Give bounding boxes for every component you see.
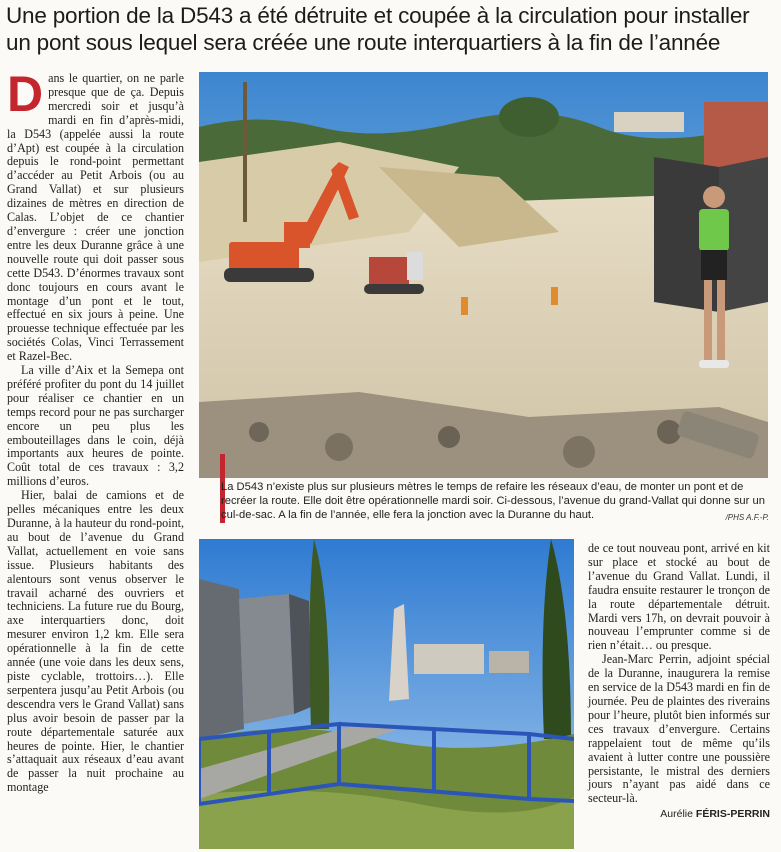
lead-paragraph <box>7 66 184 364</box>
paragraph: de ce tout nouveau pont, arrivé en kit sur place et stocké au bout de l’avenue du Grand Vallat. Lundi, il faudra ensuite restaurer le tronçon de la route départementale détruit. Mardi vers 17h, on devrait pouvoir à nouveau l’emprunter comme si de rien n’était… ou presque. <box>588 541 770 653</box>
paragraph: Hier, balai de camions et de pelles mécaniques entre les deux Duranne, à la hauteur du rond-point, au bout de l’avenue du Grand Vallat, actuellement en voie sans issue. Plusieurs habitants des alentours sont venus observer le travail acharné des ouvriers et techniciens. La future rue du Bourg, axe interquartiers donc, doit mesurer environ 1,2 km. Elle sera opérationnelle à la fin de cette année (une voie dans les deux sens, piste cyclable, trottoirs…). Elle serpentera jusqu’au Petit Arbois (ou descendra vers le Grand Vallat) sans plus avoir besoin de passer par la route départementale saturée aux heures de pointe. Hier, le chantier s’attaquait aux réseaux d’eau avant de passer la nuit prochaine au montage <box>7 488 184 795</box>
photo-caption: La D543 n’existe plus sur plusieurs mètres le temps de refaire les réseaux d’eau, de monter un pont et de recréer la route. Elle doit être opérationnelle mardi soir. Ci-dessous, l’avenue du grand-Vallat qui donne sur un cul-de-sac. A la fin de l’année, elle fera la jonction avec la Duranne du haut. <box>221 481 765 521</box>
article-column-2 <box>588 542 770 822</box>
paragraph: La ville d’Aix et la Semepa ont préféré profiter du pont du 14 juillet pour réaliser ce chantier en un temps record pour ne pas surcharger encore un peu plus les embouteillages dans le coin, déjà importants aux heures de pointe. Coût total de ces travaux : 3,2 millions d’euros. <box>7 363 184 489</box>
construction-site-photo <box>199 72 768 478</box>
lead-text: ans le quartier, on ne parle presque que de ça. Depuis mercredi soir et jusqu’à mardi en fin d’après-midi, la D543 (appelée aussi la route d’Apt) est coupée à la circulation depuis le rond-point permettant d’accéder au Petit Arbois (ou au Grand Vallat) et sur plusieurs dizaines de mètres en direction de Calas. L’objet de ce chantier d’envergure : créer une jonction entre les deux Duranne grâce à une nouvelle route qui doit passer sous cette D543. D’énormes travaux sont donc toujours en cours avant le montage d’un pont et le tout, effectué en six jours à peine. Une prouesse technique effectuée par les sociétés Colas, Vinci Terrassement et Razel-Bec. <box>7 71 184 364</box>
drop-cap: D <box>7 66 44 122</box>
author-signature <box>588 808 770 822</box>
paragraph: Jean-Marc Perrin, adjoint spécial de la Duranne, inaugurera la remise en service de la D543 mardi en fin de journée. Peu de plaintes des riverains pour l’heure, plutôt bien informés sur ces travaux d’envergure. Certains rappelaient tout de même qu’ils avaient à lutter contre une poussière persistante, le mistral des derniers jours n’ayant pas aidé dans ce secteur-là. <box>588 652 770 806</box>
avenue-grand-vallat-photo <box>199 539 574 849</box>
headline: Une portion de la D543 a été détruite et coupée à la circulation pour installer un pont sous lequel sera créée une route interquartiers à la fin de l’année <box>6 3 750 55</box>
photo-credit: /PHS A.F.-P. <box>725 513 769 522</box>
article-column-1 <box>7 66 184 795</box>
author-first-name: Aurélie <box>660 808 693 821</box>
author-last-name: FÉRIS-PERRIN <box>695 808 770 821</box>
